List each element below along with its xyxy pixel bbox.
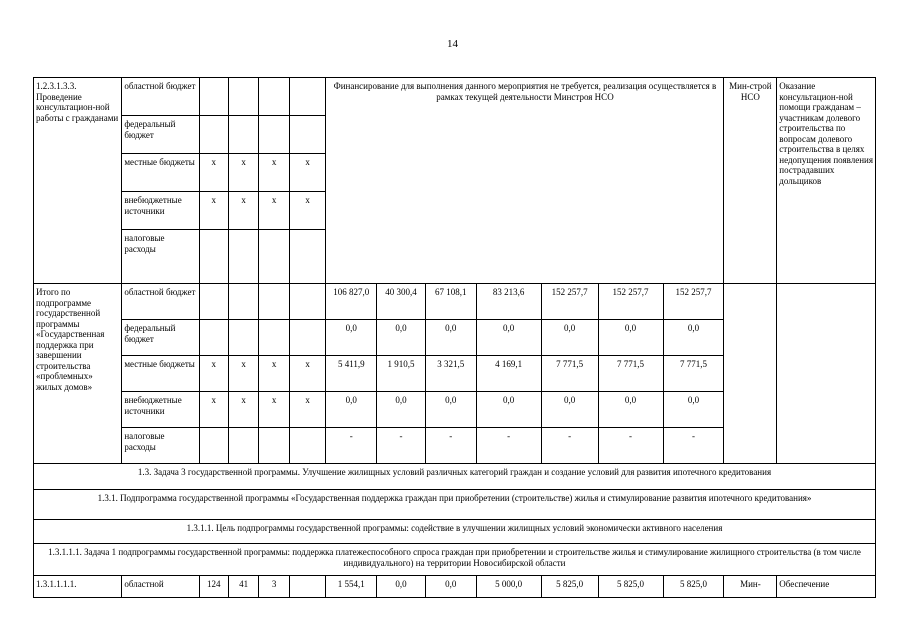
value-cell: 3 321,5: [425, 356, 476, 392]
value-cell: -: [377, 428, 426, 464]
page-number: 14: [447, 38, 458, 50]
section-heading: 1.3.1. Подпрограмма государственной программы «Государственная поддержка граждан при приобретении (строительстве) жилья и стимулирование развития ипотечного кредитования»: [34, 490, 876, 520]
value-cell: 0,0: [326, 320, 377, 356]
value-cell: 83 213,6: [476, 284, 541, 320]
source-cell: внебюджетные источники: [122, 392, 199, 428]
code-cell: x: [259, 356, 289, 392]
source-cell: областной бюджет: [122, 78, 199, 116]
value-cell: 7 771,5: [598, 356, 663, 392]
value-cell: -: [541, 428, 598, 464]
value-cell: 5 825,0: [663, 576, 724, 598]
value-cell: 5 825,0: [598, 576, 663, 598]
source-cell: местные бюджеты: [122, 356, 199, 392]
value-cell: 40 300,4: [377, 284, 426, 320]
value-cell: 0,0: [598, 320, 663, 356]
code-cell: x: [228, 192, 258, 230]
code-cell: x: [199, 356, 228, 392]
code-cell: x: [289, 356, 326, 392]
code-cell: x: [199, 392, 228, 428]
code-cell: x: [259, 154, 289, 192]
value-cell: 5 825,0: [541, 576, 598, 598]
value-cell: 152 257,7: [541, 284, 598, 320]
section-heading: 1.3.1.1. Цель подпрограммы государственной программы: содействие в улучшении жилищных условий экономически активного населения: [34, 520, 876, 544]
value-cell: 0,0: [663, 320, 724, 356]
program-table: [33, 77, 876, 598]
value-cell: -: [598, 428, 663, 464]
code-cell: x: [228, 392, 258, 428]
source-cell: федеральный бюджет: [122, 320, 199, 356]
value-cell: 5 000,0: [476, 576, 541, 598]
section-row: [34, 490, 876, 520]
value-cell: 1 910,5: [377, 356, 426, 392]
executor-cell: Мин-: [724, 576, 777, 598]
value-cell: 152 257,7: [663, 284, 724, 320]
value-cell: 1 554,1: [326, 576, 377, 598]
table-row: [34, 576, 876, 598]
financing-note: Финансирование для выполнения данного мероприятия не требуется, реализация осуществляется в рамках текущей деятельности Минстроя НСО: [326, 78, 724, 284]
section-row: [34, 544, 876, 576]
value-cell: 67 108,1: [425, 284, 476, 320]
measure-code: 1.3.1.1.1.1.: [34, 576, 122, 598]
code-cell: x: [289, 154, 326, 192]
source-cell: федеральный бюджет: [122, 116, 199, 154]
code-cell: 124: [199, 576, 228, 598]
source-cell: налоговые расходы: [122, 428, 199, 464]
code-cell: x: [199, 192, 228, 230]
code-cell: x: [199, 154, 228, 192]
table-row: [34, 284, 876, 320]
section-heading: 1.3.1.1.1. Задача 1 подпрограммы государственной программы: поддержка платежеспособного спроса граждан при приобретении и строительстве жилья и стимулирование жилищного строительства (в том числе индивидуального) на территории Новосибирской области: [34, 544, 876, 576]
value-cell: 4 169,1: [476, 356, 541, 392]
value-cell: 7 771,5: [663, 356, 724, 392]
result-cell: Обеспечение: [777, 576, 876, 598]
value-cell: 0,0: [663, 392, 724, 428]
value-cell: -: [663, 428, 724, 464]
code-cell: x: [289, 392, 326, 428]
source-cell: налоговые расходы: [122, 230, 199, 284]
value-cell: 7 771,5: [541, 356, 598, 392]
result-cell: Оказание консультацион-ной помощи гражданам – участникам долевого строительства по вопросам долевого строительства в целях недопущения появления пострадавших дольщиков: [777, 78, 876, 284]
code-cell: x: [228, 154, 258, 192]
code-cell: 3: [259, 576, 289, 598]
source-cell: местные бюджеты: [122, 154, 199, 192]
code-cell: x: [259, 192, 289, 230]
value-cell: 0,0: [326, 392, 377, 428]
code-cell: x: [289, 192, 326, 230]
code-cell: x: [228, 356, 258, 392]
value-cell: 0,0: [377, 320, 426, 356]
value-cell: 0,0: [377, 576, 426, 598]
total-label: Итого по подпрограмме государственной программы «Государственная поддержка при завершении строительства «проблемных» жилых домов»: [34, 284, 122, 464]
source-cell: внебюджетные источники: [122, 192, 199, 230]
source-cell: областной бюджет: [122, 284, 199, 320]
value-cell: 0,0: [541, 392, 598, 428]
value-cell: 106 827,0: [326, 284, 377, 320]
value-cell: 5 411,9: [326, 356, 377, 392]
measure-code: 1.2.3.1.3.3. Проведение консультацион-ной работы с гражданами: [34, 78, 122, 284]
code-cell: x: [259, 392, 289, 428]
section-row: [34, 520, 876, 544]
value-cell: 0,0: [425, 392, 476, 428]
value-cell: -: [425, 428, 476, 464]
table-row: [34, 78, 876, 116]
code-cell: 41: [228, 576, 258, 598]
source-cell: областной: [122, 576, 199, 598]
value-cell: 0,0: [377, 392, 426, 428]
value-cell: 0,0: [425, 576, 476, 598]
value-cell: -: [476, 428, 541, 464]
value-cell: 0,0: [541, 320, 598, 356]
executor-cell: Мин-строй НСО: [724, 78, 777, 284]
value-cell: -: [326, 428, 377, 464]
value-cell: 0,0: [425, 320, 476, 356]
value-cell: 0,0: [598, 392, 663, 428]
section-row: [34, 464, 876, 490]
value-cell: 0,0: [476, 392, 541, 428]
value-cell: 0,0: [476, 320, 541, 356]
section-heading: 1.3. Задача 3 государственной программы. Улучшение жилищных условий различных категорий граждан и создание условий для развития ипотечного кредитования: [34, 464, 876, 490]
value-cell: 152 257,7: [598, 284, 663, 320]
